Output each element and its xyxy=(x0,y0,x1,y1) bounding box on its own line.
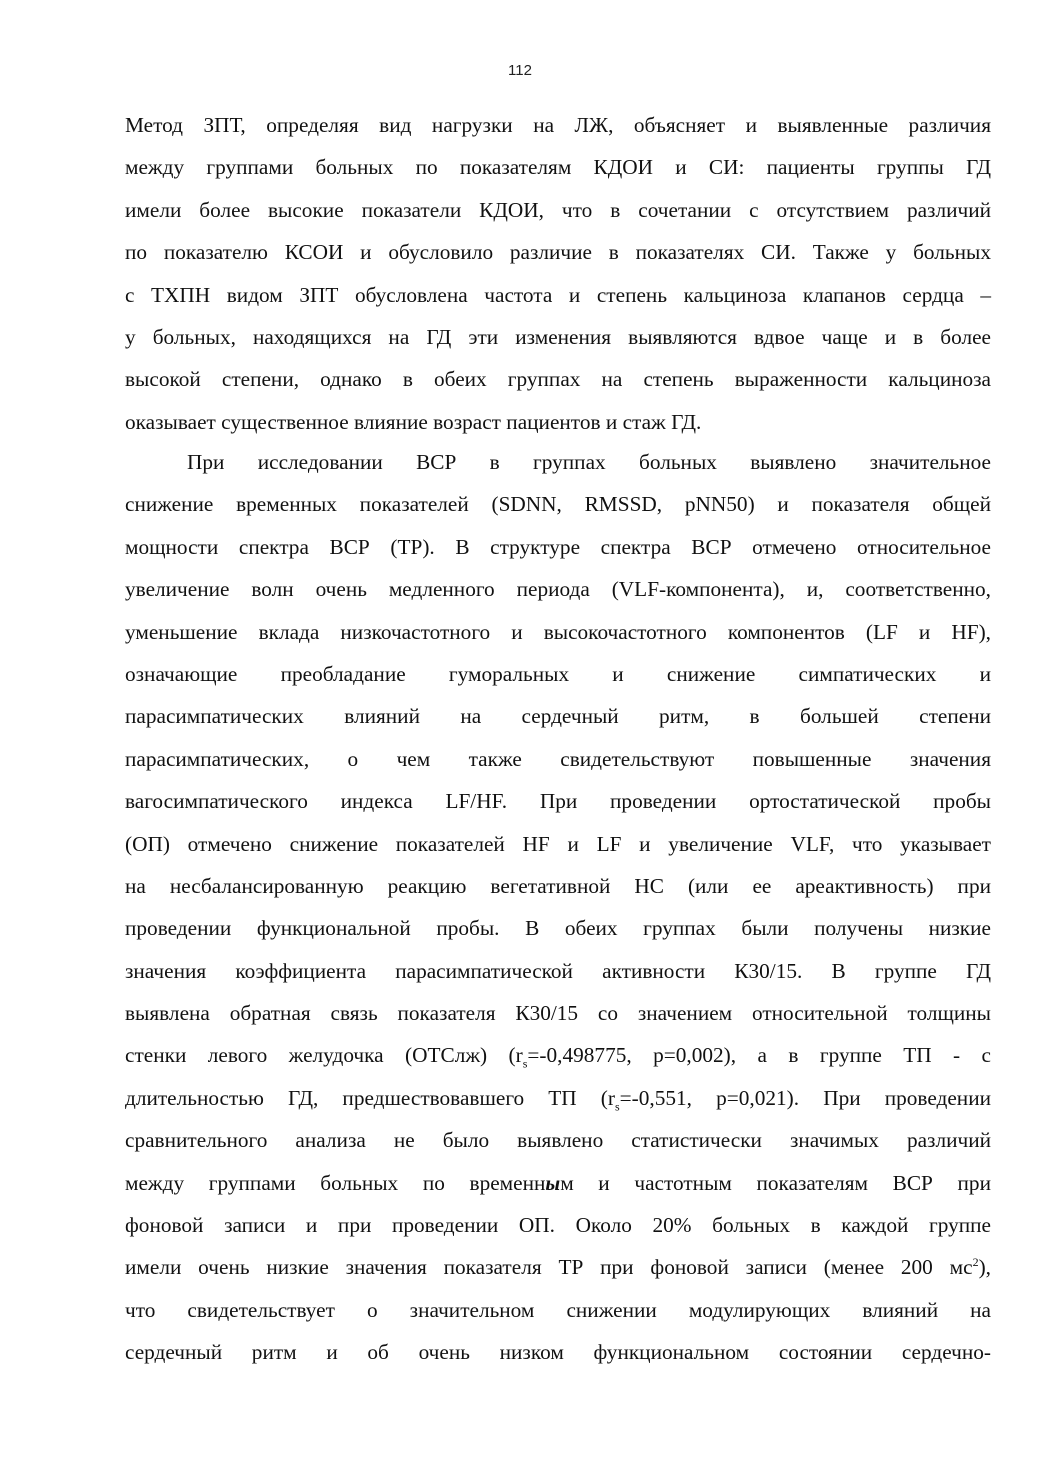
text-line: по показателю КСОИ и обусловило различие в показателях СИ. Также у больных xyxy=(125,240,991,265)
text-line: проведении функциональной пробы. В обеих группах были получены низкие xyxy=(125,916,991,941)
text-line: оказывает существенное влияние возраст пациентов и стаж ГД. xyxy=(125,409,702,434)
text-line: парасимпатических влияний на сердечный ритм, в большей степени xyxy=(125,704,991,729)
text-line: (ОП) отмечено снижение показателей HF и LF и увеличение VLF, что указывает xyxy=(125,831,991,856)
emphasized-letter: ы xyxy=(545,1170,561,1195)
text-line: сравнительного анализа не было выявлено статистически значимых различий xyxy=(125,1128,991,1153)
text-line xyxy=(125,1162,991,1204)
text-line: При исследовании ВСР в группах больных выявлено значительное xyxy=(187,450,991,474)
text-line: с ТХПН видом ЗПТ обусловлена частота и степень кальциноза клапанов сердца – xyxy=(125,282,991,307)
text-line: значения коэффициента парасимпатической активности К30/15. В группе ГД xyxy=(125,958,991,983)
text-line: высокой степени, однако в обеих группах на степень выраженности кальциноза xyxy=(125,367,991,392)
text-fragment: между группами больных по временн xyxy=(125,1170,546,1195)
text-line: что свидетельствует о значительном снижении модулирующих влияний на xyxy=(125,1297,991,1322)
text-fragment: стенки левого желудочка (ОТСлж) (r xyxy=(125,1043,523,1068)
text-fragment: =-0,498775, p=0,002), а в группе ТП - с xyxy=(527,1043,991,1068)
text-fragment: длительностью ГД, предшествовавшего ТП (r xyxy=(125,1085,615,1110)
text-line: выявлена обратная связь показателя К30/15 со значением относительной толщины xyxy=(125,1001,991,1026)
text-fragment: ), xyxy=(978,1255,991,1280)
text-line: означающие преобладание гуморальных и снижение симпатических и xyxy=(125,661,991,686)
text-line xyxy=(125,1077,991,1119)
page-number: 112 xyxy=(508,62,532,79)
text-line xyxy=(125,1034,991,1076)
text-line: у больных, находящихся на ГД эти изменения выявляются вдвое чаще и в более xyxy=(125,324,991,349)
text-line xyxy=(125,1246,991,1288)
paragraph-2 xyxy=(125,441,991,1374)
text-line: уменьшение вклада низкочастотного и высокочастотного компонентов (LF и HF), xyxy=(125,619,991,644)
text-fragment: =-0,551, p=0,021). При проведении xyxy=(619,1085,992,1110)
superscript: 2 xyxy=(972,1255,979,1270)
text-line: Метод ЗПТ, определяя вид нагрузки на ЛЖ, объясняет и выявленные различия xyxy=(125,113,991,137)
text-line: на несбалансированную реакцию вегетативной НС (или ее ареактивность) при xyxy=(125,873,991,898)
text-line: между группами больных по показателям КДОИ и СИ: пациенты группы ГД xyxy=(125,155,991,180)
subscript: s xyxy=(614,1099,620,1114)
text-fragment: м и частотным показателям ВСР при xyxy=(560,1170,991,1195)
text-line: имели более высокие показатели КДОИ, что в сочетании с отсутствием различий xyxy=(125,197,991,222)
text-line: мощности спектра ВСР (ТР). В структуре спектра ВСР отмечено относительное xyxy=(125,534,991,559)
paragraph-1 xyxy=(125,104,991,443)
text-line: сердечный ритм и об очень низком функциональном состоянии сердечно- xyxy=(125,1340,991,1365)
text-line: вагосимпатического индекса LF/HF. При проведении ортостатической пробы xyxy=(125,789,991,814)
text-line: парасимпатических, о чем также свидетельствуют повышенные значения xyxy=(125,746,991,771)
subscript: s xyxy=(522,1056,528,1071)
text-line: увеличение волн очень медленного периода (VLF-компонента), и, соответственно, xyxy=(125,577,991,602)
text-fragment: имели очень низкие значения показателя ТР при фоновой записи (менее 200 мс xyxy=(125,1255,973,1280)
text-line: фоновой записи и при проведении ОП. Около 20% больных в каждой группе xyxy=(125,1213,991,1238)
text-line: снижение временных показателей (SDNN, RMSSD, pNN50) и показателя общей xyxy=(125,492,991,517)
